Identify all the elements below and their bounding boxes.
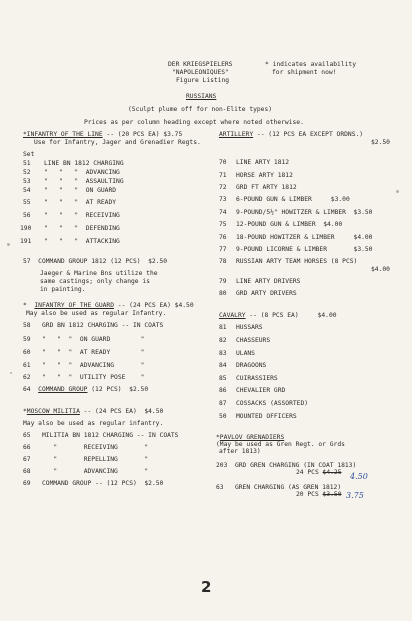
stain-mark: [7, 243, 10, 246]
list-item: 53: [23, 178, 31, 185]
pavlov-item-203: 203 GRD GREN CHARGING (IN COAT 1813): [216, 462, 357, 469]
list-item-text: COMMAND GROUP -- (12 PCS) $2.50: [42, 480, 164, 487]
stain-mark: [396, 190, 399, 193]
list-item-text: " " " ON GUARD: [44, 187, 117, 194]
list-item: 58: [23, 322, 31, 329]
list-item: 54: [23, 187, 31, 194]
list-item-text: " " " DEFENDING: [44, 225, 120, 232]
list-item: 52: [23, 169, 31, 176]
list-item-text: " " " AT READY: [44, 199, 117, 206]
list-item: 190: [20, 225, 32, 232]
list-item: 59: [23, 336, 31, 343]
pavlov-63-price: 20 PCS $3.50: [296, 491, 342, 498]
list-item: 62: [23, 374, 31, 381]
pavlov-heading: *PAVLOV GRENADIERS: [216, 434, 285, 441]
pavlov-note: (May be used as Gren Regt. or Grds: [216, 441, 345, 448]
list-item-text: HORSE ARTY 1812: [236, 172, 293, 179]
sculpt-note: (Sculpt plume off for non-Elite types): [128, 106, 273, 113]
page-number: 2: [201, 578, 212, 596]
list-item-text: COSSACKS (ASSORTED): [236, 400, 309, 407]
stain-mark: [10, 372, 12, 374]
list-item-text: 18-POUND HOWITZER & LIMBER $4.00: [236, 234, 373, 241]
list-item: 50: [219, 413, 227, 420]
list-item: 82: [219, 337, 227, 344]
list-item-text: " " " ADVANCING ": [42, 362, 145, 369]
moscow-note: May also be used as regular infantry.: [23, 420, 164, 427]
list-item-text: GRD ARTY DRIVERS: [236, 290, 297, 297]
list-item: 61: [23, 362, 31, 369]
handwritten-price: 4.50: [350, 472, 368, 481]
artillery-heading: ARTILLERY -- (12 PCS EA EXCEPT ORDNS.): [219, 131, 364, 138]
list-item: 68: [23, 468, 31, 475]
infantry-guard-heading: * INFANTRY OF THE GUARD -- (24 PCS EA) $4.50: [23, 302, 194, 309]
jaeger-note: Jaeger & Marine Bns utilize the: [40, 270, 158, 277]
list-item-text: MOUNTED OFFICERS: [236, 413, 297, 420]
list-item: 55: [23, 199, 31, 206]
list-item-text: " " " ADVANCING: [44, 169, 120, 176]
list-item-text: 9-POUND/5½" HOWITZER & LIMBER $3.50: [236, 209, 373, 216]
handwritten-price: 3.75: [346, 491, 364, 500]
moscow-militia-heading: *MOSCOW MILITIA -- (24 PCS EA) $4.50: [23, 408, 164, 415]
list-item: 79: [219, 278, 227, 285]
list-item-text: " RECEIVING ": [42, 444, 149, 451]
list-item-text: " REPELLING ": [42, 456, 149, 463]
jaeger-note-2: same castings; only change is: [40, 278, 150, 285]
list-item-text: " " " ASSAULTING: [44, 178, 124, 185]
list-item: 85: [219, 375, 227, 382]
list-item-text: MILITIA BN 1812 CHARGING -- IN COATS: [42, 432, 179, 439]
list-item: 78: [219, 258, 227, 265]
list-item-text: " " " AT READY ": [42, 349, 145, 356]
list-item-text: CUIRASSIERS: [236, 375, 278, 382]
cavalry-heading: CAVALRY -- (8 PCS EA) $4.00: [219, 312, 337, 319]
old-price: $4.25: [322, 469, 342, 476]
command-group-57: 57 COMMAND GROUP 1812 (12 PCS) $2.50: [23, 258, 168, 265]
section-title: RUSSIANS: [186, 93, 217, 100]
header-listing: Figure Listing: [176, 77, 230, 84]
list-item-text: HUSSARS: [236, 324, 263, 331]
artillery-price: $2.50: [371, 139, 390, 146]
list-item-text: ULANS: [236, 350, 255, 357]
list-item-text: CHASSEURS: [236, 337, 271, 344]
list-item: 71: [219, 172, 227, 179]
list-item: 76: [219, 234, 227, 241]
list-item-text: " " " ON GUARD ": [42, 336, 145, 343]
pavlov-note-2: after 1813): [219, 448, 261, 455]
list-item: 64 COMMAND GROUP (12 PCS) $2.50: [23, 386, 149, 393]
availability-note-2: for shipment now!: [272, 69, 337, 76]
old-price: $3.50: [322, 491, 342, 498]
list-item-text: " ADVANCING ": [42, 468, 149, 475]
list-item: 87: [219, 400, 227, 407]
availability-note: * indicates availability: [265, 61, 356, 68]
list-item-text: 12-POUND GUN & LIMBER $4.00: [236, 221, 343, 228]
list-item: 80: [219, 290, 227, 297]
header-title: DER KRIEGSPIELERS: [168, 61, 233, 68]
list-item-text: LINE ARTY DRIVERS: [236, 278, 301, 285]
list-item: 77: [219, 246, 227, 253]
list-item: 74: [219, 209, 227, 216]
header-subtitle: "NAPOLEONIQUES": [172, 69, 229, 76]
list-item-text: " " " RECEIVING: [44, 212, 120, 219]
list-item: 75: [219, 221, 227, 228]
list-item-text: " " " ATTACKING: [44, 238, 120, 245]
list-item: 86: [219, 387, 227, 394]
list-item: 69: [23, 480, 31, 487]
list-item: 191: [20, 238, 32, 245]
pavlov-203-price: 24 PCS $4.25: [296, 469, 342, 476]
jaeger-note-3: in painting.: [40, 286, 86, 293]
list-item-text: LINE ARTY 1812: [236, 159, 290, 166]
set-label: Set: [23, 151, 35, 158]
list-item-text: DRAGOONS: [236, 362, 267, 369]
list-item: 67: [23, 456, 31, 463]
list-item: 83: [219, 350, 227, 357]
infantry-line-heading: *INFANTRY OF THE LINE -- (20 PCS EA) $3.75: [23, 131, 183, 138]
price-note: Prices as per column heading except where noted otherwise.: [84, 119, 304, 126]
list-item: 51: [23, 160, 31, 167]
list-item: 81: [219, 324, 227, 331]
pavlov-item-63: 63 GREN CHARGING (AS GREN 1812): [216, 484, 342, 491]
guard-note: May also be used as regular Infantry.: [26, 310, 167, 317]
list-item: 66: [23, 444, 31, 451]
list-item: 84: [219, 362, 227, 369]
list-item-text: RUSSIAN ARTY TEAM HORSES (8 PCS): [236, 258, 358, 265]
list-item: 73: [219, 196, 227, 203]
infantry-use-note: Use for Infantry, Jager and Grenadier Regts.: [34, 139, 201, 146]
horses-price: $4.00: [371, 266, 390, 273]
list-item: 65: [23, 432, 31, 439]
list-item-text: " " " UTILITY POSE ": [42, 374, 145, 381]
list-item-text: GRD BN 1812 CHARGING -- IN COATS: [42, 322, 164, 329]
list-item-text: 6-POUND GUN & LIMBER $3.00: [236, 196, 350, 203]
list-item: 72: [219, 184, 227, 191]
list-item-text: GRD FT ARTY 1812: [236, 184, 297, 191]
list-item-text: CHEVALIER GRD: [236, 387, 286, 394]
list-item-text: LINE BN 1812 CHARGING: [44, 160, 124, 167]
list-item: 56: [23, 212, 31, 219]
list-item: 70: [219, 159, 227, 166]
list-item-text: 9-POUND LICORNE & LIMBER $3.50: [236, 246, 373, 253]
list-item: 60: [23, 349, 31, 356]
